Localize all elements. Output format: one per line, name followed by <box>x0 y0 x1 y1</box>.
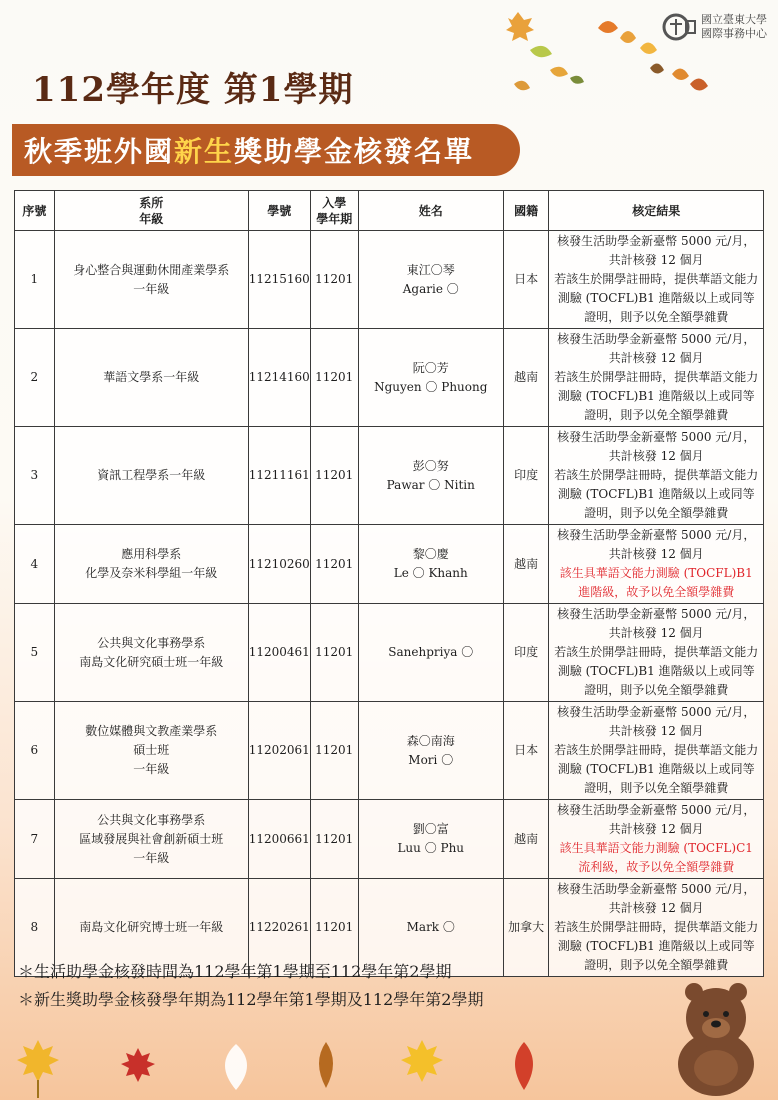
row-result <box>549 800 764 879</box>
row-term: 11201 <box>310 231 358 329</box>
row-result <box>549 231 764 329</box>
row-dept: 華語文學系一年級 <box>54 329 248 427</box>
org-name-line2: 國際事務中心 <box>701 27 767 40</box>
row-dept: 公共與文化事務學系 區域發展與社會創新碩士班 一年級 <box>54 800 248 879</box>
row-name: 東江〇琴 Agarie 〇 <box>358 231 503 329</box>
header-dept <box>54 191 248 231</box>
row-nationality: 印度 <box>503 427 549 525</box>
header-term <box>310 191 358 231</box>
row-student-id: 11211161 <box>248 427 310 525</box>
result-text: 核發生活助學金新臺幣 5000 元/月，共計核發 12 個月 若該生於開學註冊時，提供華語文能力測驗 (TOCFL)B1 進階級以上或同等證明，則予以免全額學雜費 <box>554 234 759 324</box>
result-text: 核發生活助學金新臺幣 5000 元/月，共計核發 12 個月 <box>557 803 756 836</box>
row-nationality: 日本 <box>503 702 549 800</box>
row-result <box>549 604 764 702</box>
header-result: 核定結果 <box>549 191 764 231</box>
org-name-line1: 國立臺東大學 <box>701 13 767 26</box>
row-nationality: 越南 <box>503 525 549 604</box>
bottom-leaves <box>0 1030 560 1100</box>
row-term: 11201 <box>310 525 358 604</box>
row-result <box>549 702 764 800</box>
row-name: Sanehpriya 〇 <box>358 604 503 702</box>
header-name: 姓名 <box>358 191 503 231</box>
row-student-id: 11202061 <box>248 702 310 800</box>
table-row <box>15 525 764 604</box>
footnote-2: ＊新生獎助學金核發學年期為112學年第1學期及112學年第2學期 <box>18 990 484 1009</box>
university-logo <box>662 12 767 42</box>
row-nationality: 越南 <box>503 329 549 427</box>
row-student-id: 11220261 <box>248 879 310 977</box>
row-dept: 數位媒體與文教產業學系 碩士班 一年級 <box>54 702 248 800</box>
result-text: 核發生活助學金新臺幣 5000 元/月，共計核發 12 個月 <box>557 528 756 561</box>
row-nationality: 加拿大 <box>503 879 549 977</box>
maple-leaf-icon <box>121 1048 155 1082</box>
row-term: 11201 <box>310 800 358 879</box>
row-no: 8 <box>15 879 55 977</box>
row-term: 11201 <box>310 427 358 525</box>
row-student-id: 11215160 <box>248 231 310 329</box>
header-no: 序號 <box>15 191 55 231</box>
table-row <box>15 329 764 427</box>
table-row <box>15 702 764 800</box>
result-exemption-text: 該生具華語文能力測驗 (TOCFL)B1 進階級，故予以免全額學雜費 <box>559 566 753 599</box>
header-dept-line2: 年級 <box>139 211 164 226</box>
row-dept: 資訊工程學系一年級 <box>54 427 248 525</box>
banner-text-highlight: 新生 <box>174 135 235 168</box>
row-result <box>549 879 764 977</box>
maple-leaf-icon <box>401 1040 443 1082</box>
table-row <box>15 427 764 525</box>
table-row <box>15 800 764 879</box>
row-student-id: 11200461 <box>248 604 310 702</box>
row-no: 1 <box>15 231 55 329</box>
row-dept: 身心整合與運動休閒產業學系 一年級 <box>54 231 248 329</box>
row-name: Mark 〇 <box>358 879 503 977</box>
row-no: 4 <box>15 525 55 604</box>
row-result <box>549 329 764 427</box>
table-row <box>15 604 764 702</box>
table-row <box>15 231 764 329</box>
result-text: 核發生活助學金新臺幣 5000 元/月，共計核發 12 個月 若該生於開學註冊時，提供華語文能力測驗 (TOCFL)B1 進階級以上或同等證明，則予以免全額學雜費 <box>554 332 759 422</box>
row-name: 阮〇芳 Nguyen 〇 Phuong <box>358 329 503 427</box>
maple-leaf-icon <box>17 1040 59 1098</box>
banner-text-after: 獎助學金核發名單 <box>234 135 475 168</box>
row-no: 3 <box>15 427 55 525</box>
subtitle-banner <box>12 124 520 176</box>
row-name: 黎〇慶 Le 〇 Khanh <box>358 525 503 604</box>
scholarship-table <box>14 190 764 977</box>
row-term: 11201 <box>310 879 358 977</box>
row-name: 森〇南海 Mori 〇 <box>358 702 503 800</box>
row-student-id: 11214160 <box>248 329 310 427</box>
maple-leaf-icon <box>506 12 534 41</box>
row-term: 11201 <box>310 604 358 702</box>
row-no: 5 <box>15 604 55 702</box>
row-no: 2 <box>15 329 55 427</box>
row-student-id: 11200661 <box>248 800 310 879</box>
result-text: 核發生活助學金新臺幣 5000 元/月，共計核發 12 個月 若該生於開學註冊時，提供華語文能力測驗 (TOCFL)B1 進階級以上或同等證明，則予以免全額學雜費 <box>554 882 759 972</box>
row-term: 11201 <box>310 329 358 427</box>
row-nationality: 印度 <box>503 604 549 702</box>
footnotes <box>18 958 483 1014</box>
header-term-line1: 入學 <box>322 195 347 210</box>
result-text: 核發生活助學金新臺幣 5000 元/月，共計核發 12 個月 若該生於開學註冊時，提供華語文能力測驗 (TOCFL)B1 進階級以上或同等證明，則予以免全額學雜費 <box>554 607 759 697</box>
header-student-id: 學號 <box>248 191 310 231</box>
row-name: 劉〇富 Luu 〇 Phu <box>358 800 503 879</box>
result-exemption-text: 該生具華語文能力測驗 (TOCFL)C1 流利級，故予以免全額學雜費 <box>559 841 753 874</box>
row-no: 7 <box>15 800 55 879</box>
bear-illustration <box>664 976 768 1096</box>
row-no: 6 <box>15 702 55 800</box>
row-dept: 公共與文化事務學系 南島文化研究碩士班一年級 <box>54 604 248 702</box>
banner-text-before: 秋季班外國 <box>24 135 175 168</box>
header-nationality: 國籍 <box>503 191 549 231</box>
result-text: 核發生活助學金新臺幣 5000 元/月，共計核發 12 個月 若該生於開學註冊時，提供華語文能力測驗 (TOCFL)B1 進階級以上或同等證明，則予以免全額學雜費 <box>554 705 759 795</box>
header-term-line2: 學年期 <box>316 211 353 226</box>
row-term: 11201 <box>310 702 358 800</box>
row-result <box>549 427 764 525</box>
row-student-id: 11210260 <box>248 525 310 604</box>
row-result <box>549 525 764 604</box>
footnote-1: ＊生活助學金核發時間為112學年第1學期至112學年第2學期 <box>18 962 452 981</box>
row-dept: 南島文化研究博士班一年級 <box>54 879 248 977</box>
row-nationality: 日本 <box>503 231 549 329</box>
row-nationality: 越南 <box>503 800 549 879</box>
table-header-row <box>15 191 764 231</box>
university-logo-icon <box>662 12 696 42</box>
row-dept: 應用科學系 化學及奈米科學組一年級 <box>54 525 248 604</box>
header-dept-line1: 系所 <box>139 195 164 210</box>
row-name: 彭〇努 Pawar 〇 Nitin <box>358 427 503 525</box>
page-title: 112學年度 第1學期 <box>32 70 354 110</box>
result-text: 核發生活助學金新臺幣 5000 元/月，共計核發 12 個月 若該生於開學註冊時，提供華語文能力測驗 (TOCFL)B1 進階級以上或同等證明，則予以免全額學雜費 <box>554 430 759 520</box>
